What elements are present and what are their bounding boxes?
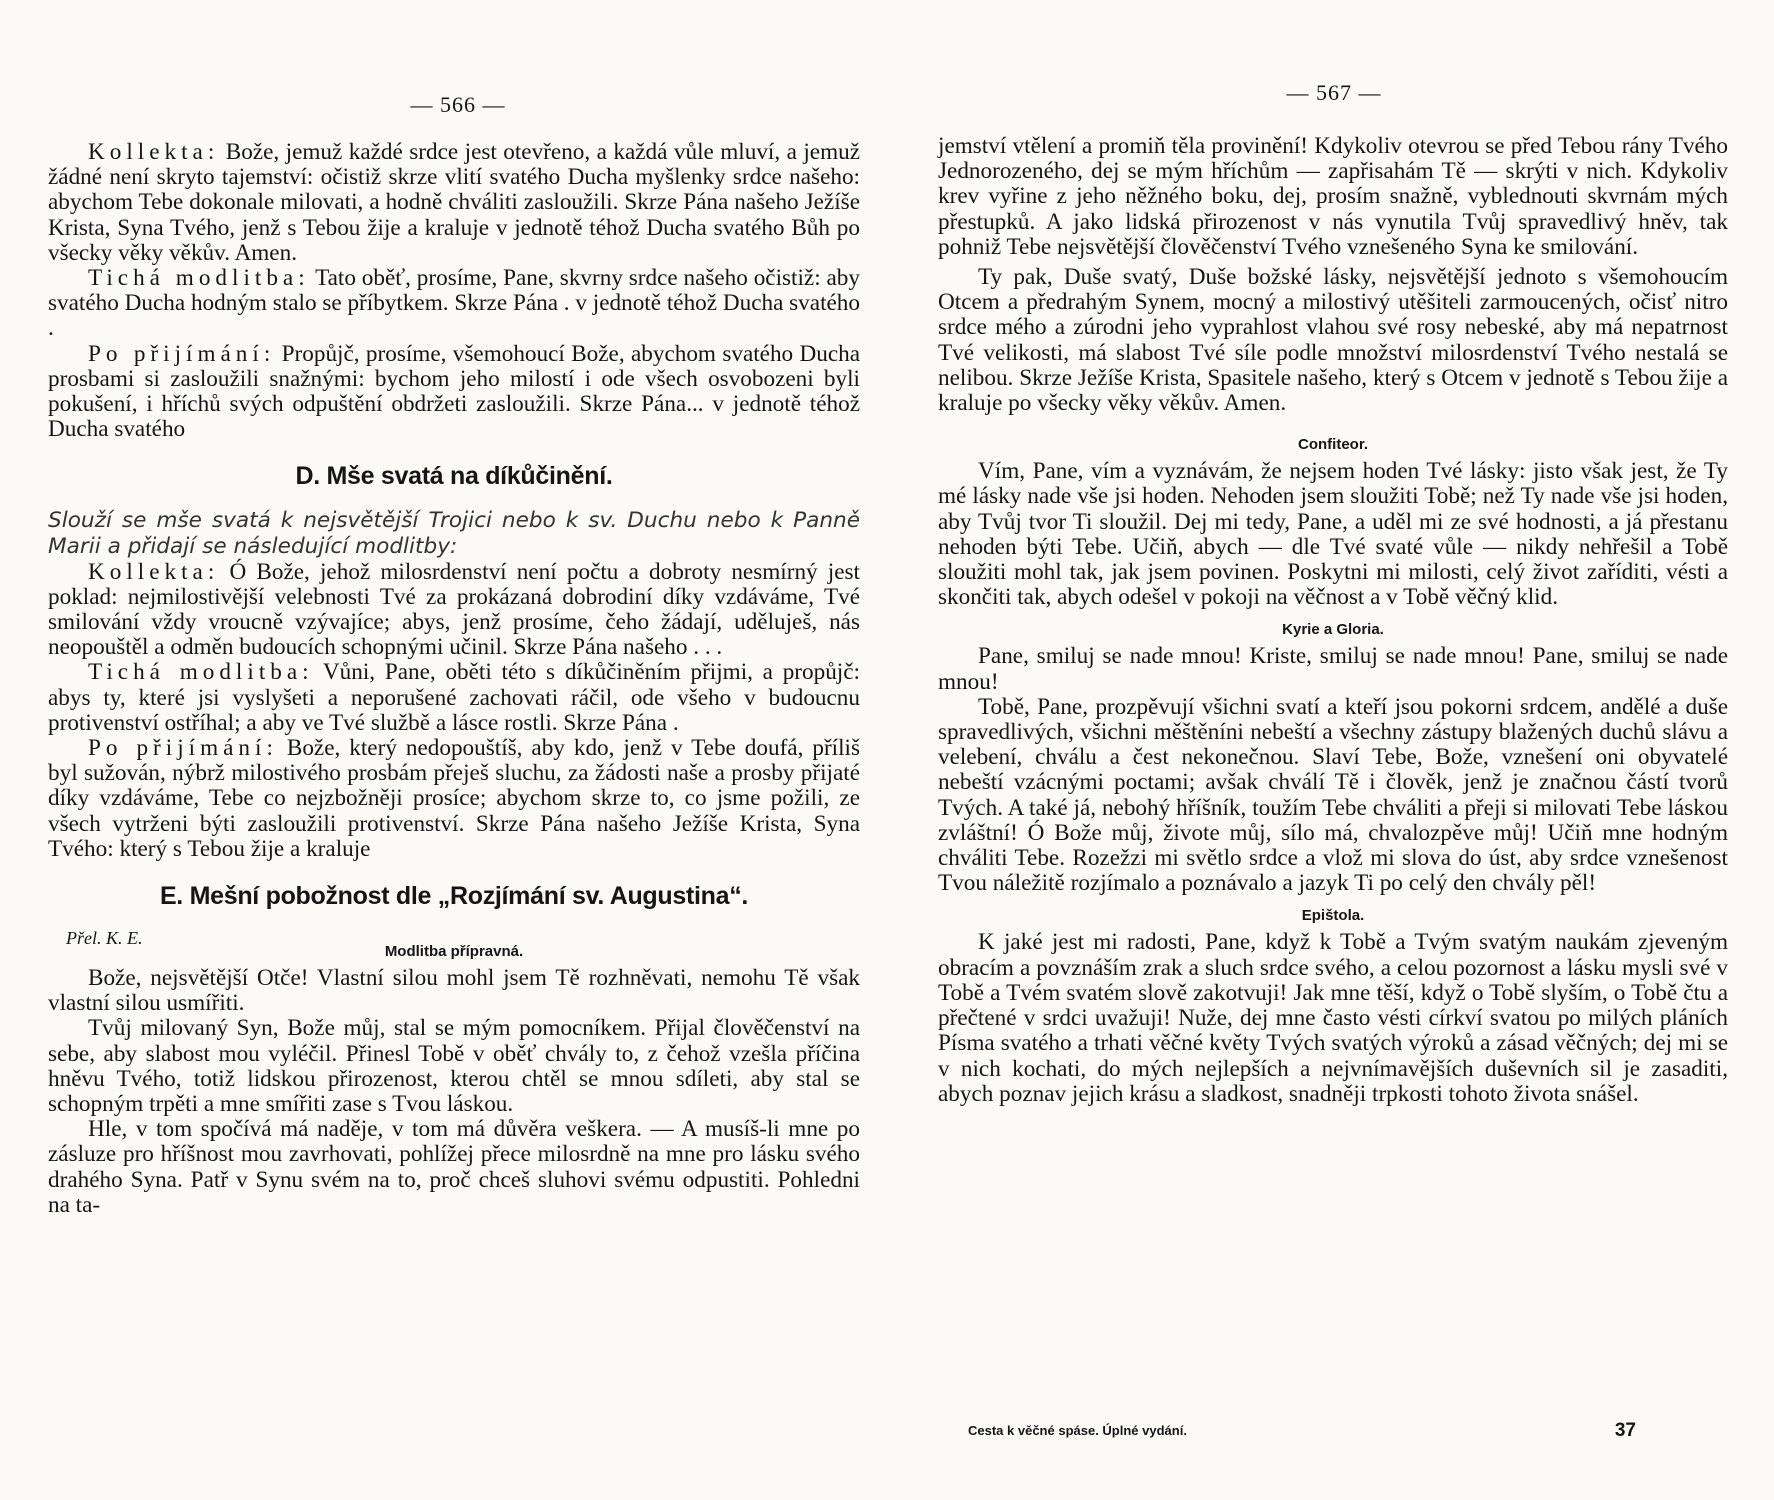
section-heading-e: E. Mešní pobožnost dle „Rozjímání sv. Augustina“. xyxy=(159,882,749,911)
po2-label: Po přijímání: xyxy=(88,735,278,762)
kollekta-label: Kollekta: xyxy=(88,139,220,165)
kollekta2-paragraph xyxy=(48,560,860,661)
ticha2-paragraph xyxy=(48,660,860,736)
subheading-confiteor: Confiteor. xyxy=(1298,436,1368,454)
paragraph-2: Tvůj milovaný Syn, Bože můj, stal se mým pomocníkem. Přijal člověčenství na sebe, aby slabost mou vyléčil. Přinesl Tobě v oběť chvály to, z čehož vzešla příčina hněvu Tvého, totiž lidskou přirozenost, kterou chtěl se mnou sdíleti, aby stal se schopným trpěti a mne smířiti zase s Tvou láskou. xyxy=(48,1015,860,1118)
page-number: — 567 — xyxy=(1286,80,1382,105)
paragraph-3: Hle, v tom spočívá má naděje, v tom má důvěra veškera. — A musíš-li mne po zásluze pro hříšnost mou zavrhovati, pohlížej přece milosrdně na mne pro lásku svého drahého Syna. Patř v Synu svém na to, proč chceš sluhovi svému odpustiti. Pohledni na ta- xyxy=(48,1116,860,1218)
page-number: — 566 — xyxy=(410,92,506,117)
ticha2-label: Tichá modlitba: xyxy=(88,659,314,686)
paragraph-1: Bože, nejsvětější Otče! Vlastní silou mohl jsem Tě rozhněvati, nemohu Tě však vlastní silou usmířiti. xyxy=(48,965,860,1017)
page-footer xyxy=(968,1420,1718,1441)
translator-note: Přel. K. E. xyxy=(66,928,143,949)
kollekta-paragraph xyxy=(48,140,860,266)
ticha2-text: Vůni, Pane, oběti této s díkůčiněním přijmi, a propůjč: abys ty, které jsi vyslyšeti a neporušené zachovati ráčil, ode všeho v budoucnu protivenství ostříhal; a aby ve Tvé službě a lásce rostli. Skrze Pána . xyxy=(48,659,860,736)
subheading-epistola: Epištola. xyxy=(1301,907,1365,925)
section-heading-d: D. Mše svatá na díkůčinění. xyxy=(295,462,613,491)
kollekta-text: Bože, jemuž každé srdce jest otevřeno, a každá vůle mluví, a jemuž žádné není skryto tajemství: očistiž skrze vlití svatého Ducha myšlenky srdce našeho: abychom Tebe dokonale milovati, a hodně chváliti zasloužili. Skrze Pána našeho Ježíše Krista, Syna Tvého, jenž s Tebou žije a kraluje v jednotě téhož Ducha svatého Bůh po všecky věky věkův. Amen. xyxy=(48,139,861,266)
ticha-label: Tichá modlitba: xyxy=(88,265,310,292)
ticha-paragraph xyxy=(48,266,860,342)
confiteor-paragraph: Vím, Pane, vím a vyznávám, že nejsem hoden Tvé lásky: jisto však jest, že Ty mé lásky nade vše jsi hoden. Nehoden jsem sloužiti Tobě; než Ty nade vše jsi hoden, aby Tvůj tvor Ti sloužil. Dej mi tedy, Pane, a uděl mi ze své hodnosti, a já přestanu nehoden býti Tebe. Učiň, abych — dle Tvé svaté vůle — nikdy nehřešil a Tobě sloužiti mohl tak, jak jsem povinen. Poskytni mi milosti, celý život zaříditi, vésti a skončiti tak, abych odešel v pokoji na věčnost a v Tobě věčný klid. xyxy=(938,458,1728,611)
italic-note: Slouží se mše svatá k nejsvětější Trojici nebo k sv. Duchu nebo k Panně Marii a přidají se následující modlitby: xyxy=(48,508,860,560)
kyrie-paragraph: Pane, smiluj se nade mnou! Kriste, smiluj se nade mnou! Pane, smiluj se nade mnou! xyxy=(938,643,1728,695)
subheading-kyrie: Kyrie a Gloria. xyxy=(1282,621,1384,639)
gloria-paragraph: Tobě, Pane, prozpěvují všichni svatí a kteří jsou pokorni srdcem, andělé a duše spravedlivých, všichni měštěníni nebeští a všechny zástupy blažených duchů slávu a velebení, chválu a čest nekonečnou. Slaví Tebe, Bože, vznešení oni obyvatelé nebeští vzácnými poctami; avšak chválí Tě i člověk, jenž je značnou částí tvorů Tvých. A také já, nebohý hříšník, toužím Tebe chváliti a přeji si milovati Tebe láskou zvláštní! Ó Bože můj, živote můj, sílo má, chvalozpěve můj! Učiň mne hodným chváliti Tebe. Rozežzi mi světlo srdce a vlož mi slova do úst, aby srdce vznešenost Tvou náležitě rozjímalo a poznávalo a jazyk Ti po celý den chvály pěl! xyxy=(938,693,1728,897)
po2-paragraph xyxy=(48,736,860,862)
footer-title: Cesta k věčné spáse. Úplné vydání. xyxy=(968,1423,1187,1438)
po2-text: Bože, který nedopouštíš, aby kdo, jenž v Tebe doufá, příliš byl sužován, nýbrž milostivého prosbám přeješ sluchu, za žádosti naše a prosby přijaté díky vzdáváme, Tebe co nejzbožněji prosíce; abychom skrze to, co jsme požili, ze všech vytrženi býti zasloužili protivenství. Skrze Pána našeho Ježíše Krista, Syna Tvého: který s Tebou žije a kraluje xyxy=(48,735,861,862)
po-prijimani-paragraph xyxy=(48,342,860,443)
po-prijimani-text: Propůjč, prosíme, všemohoucí Bože, abychom svatého Ducha prosbami si zasloužili snažnými: bychom jeho milostí i ode všech osvobozeni byli pokušení, i hříchů svých odpuštění obdržeti zasloužili. Skrze Pána... v jednotě téhož Ducha svatého xyxy=(48,340,861,443)
subheading-modlitba: Modlitba přípravná. xyxy=(384,943,524,961)
signature-mark: 37 xyxy=(1614,1420,1636,1441)
continued-paragraph: jemství vtělení a promiň těla provinění! Kdykoliv otevrou se před Tebou rány Tvého Jednorozeného, dej se mým hříchům — zapřisahám Tě — skrýti v nich. Kdykoliv krev vyřine z jeho něžného boku, dej, prosím snažně, vyblednouti skvrnám mých přestupků. A jako lidská přirozenost v nás vynutila Tvůj spravedlivý hněv, tak pohniž Tebe nejsvětější člověčenství Tvého vznešeného Syna ke smilování. xyxy=(938,133,1728,260)
ticha-text: Tato oběť, prosíme, Pane, skvrny srdce našeho očistiž: aby svatého Ducha hodným stalo se příbytkem. Skrze Pána . v jednotě téhož Ducha svatého . xyxy=(48,265,860,342)
left-page-body xyxy=(48,140,860,1218)
paragraph-ty-pak: Ty pak, Duše svatý, Duše božské lásky, nejsvětější jednoto s všemohoucím Otcem a předrahým Synem, mocný a milostivý utěšiteli zarmoucených, očisť nitro srdce mého a zúrodni jeho vyprahlost vlahou své rosy nebeské, aby má nepatrnost Tvé velikosti, má slabost Tvé síle podle množství milosrdenství Tvého nestalá se nelibou. Skrze Ježíše Krista, Spasitele našeho, který s Otcem v jednotě s Tebou žije a kraluje po všecky věky věkův. Amen. xyxy=(938,264,1728,417)
epistola-paragraph: K jaké jest mi radosti, Pane, když k Tobě a Tvým svatým naukám zjeveným obracím a povznáším zrak a sluch srdce svého, a celou pozornost a lásku mysli své v Tobě a Tvém svatém slově zakotvuji! Jak mne těší, když o Tobě slyším, o Tobě čtu a přečtené v srdci uvažuji! Nuže, dej mne často vésti církví svatou po milých pláních Písma svatého a trhati věčné květy Tvých svatých výroků a zásad věčných; dej mi se v nich kochati, do mých nejlepších a nejvnímavějších duševních sil je zasaditi, abych poznav jejich krásu a sladkost, snadněji trpkosti tohoto života snášel. xyxy=(938,929,1728,1107)
kollekta2-text: Ó Bože, jehož milosrdenství není počtu a dobroty nesmírný jest poklad: nejmilostivější velebnosti Tvé za prokázaná dobrodiní díky vzdáváme, Tvé smilování vždy vroucně vzývajíce; abys, jenž prosíme, čeho žádají, uděluješ, nás neopouštěl a odměn budoucích schopnými učinil. Skrze Pána našeho . . . xyxy=(48,558,860,661)
po-prijimani-label: Po přijímání: xyxy=(88,340,276,367)
kollekta2-label: Kollekta: xyxy=(88,558,220,585)
right-page-body xyxy=(938,134,1728,1107)
